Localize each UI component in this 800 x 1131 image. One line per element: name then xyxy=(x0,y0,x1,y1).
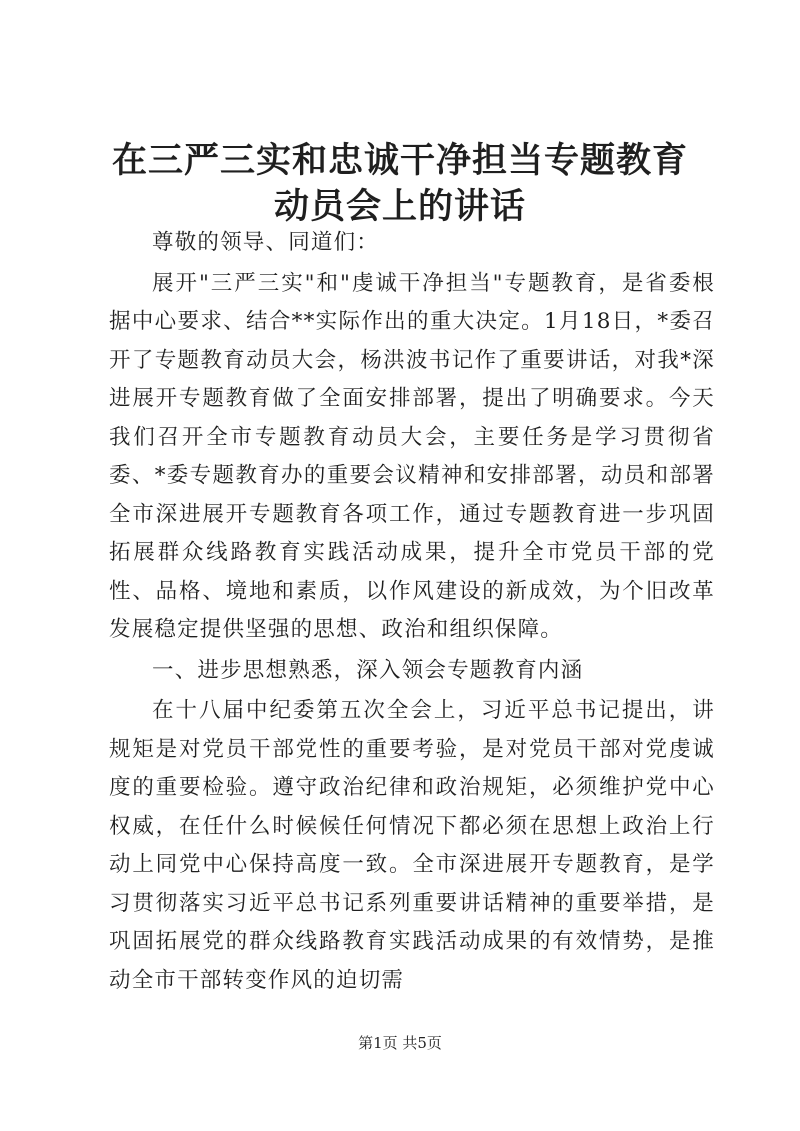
opening-paragraph: 展开"三严三实"和"虔诚干净担当"专题教育，是省委根据中心要求、结合**实际作出的重大决定。1月18日，*委召开了专题教育动员大会，杨洪波书记作了重要讲话，对我*深进展开专题教育做了全面安排部署，提出了明确要求。今天我们召开全市专题教育动员大会，主要任务是学习贯彻省委、*委专题教育办的重要会议精神和安排部署，动员和部署全市深进展开专题教育各项工作，通过专题教育进一步巩固拓展群众线路教育实践活动成果，提升全市党员干部的党性、品格、境地和素质，以作风建设的新成效，为个旧改革发展稳定提供坚强的思想、政治和组织保障。 xyxy=(109,270,715,642)
section-paragraph: 在十八届中纪委第五次全会上，习近平总书记提出，讲规矩是对党员干部党性的重要考验，是对党员干部对党虔诚度的重要检验。遵守政治纪律和政治规矩，必须维护党中心权威，在任什么时候候任何情况下都必须在思想上政治上行动上同党中心保持高度一致。全市深进展开专题教育，是学习贯彻落实习近平总书记系列重要讲话精神的重要举措，是巩固拓展党的群众线路教育实践活动成果的有效情势，是推动全市干部转变作风的迫切需 xyxy=(109,698,715,993)
document-body xyxy=(109,224,715,1002)
salutation: 尊敬的领导、同道们： xyxy=(152,230,380,255)
document-title: 在三严三实和忠诚干净担当专题教育动员会上的讲话 xyxy=(111,140,688,227)
page-number-footer: 第1页 共5页 xyxy=(358,1034,442,1052)
section-heading: 一、进步思想熟悉，深入领会专题教育内涵 xyxy=(152,657,584,683)
